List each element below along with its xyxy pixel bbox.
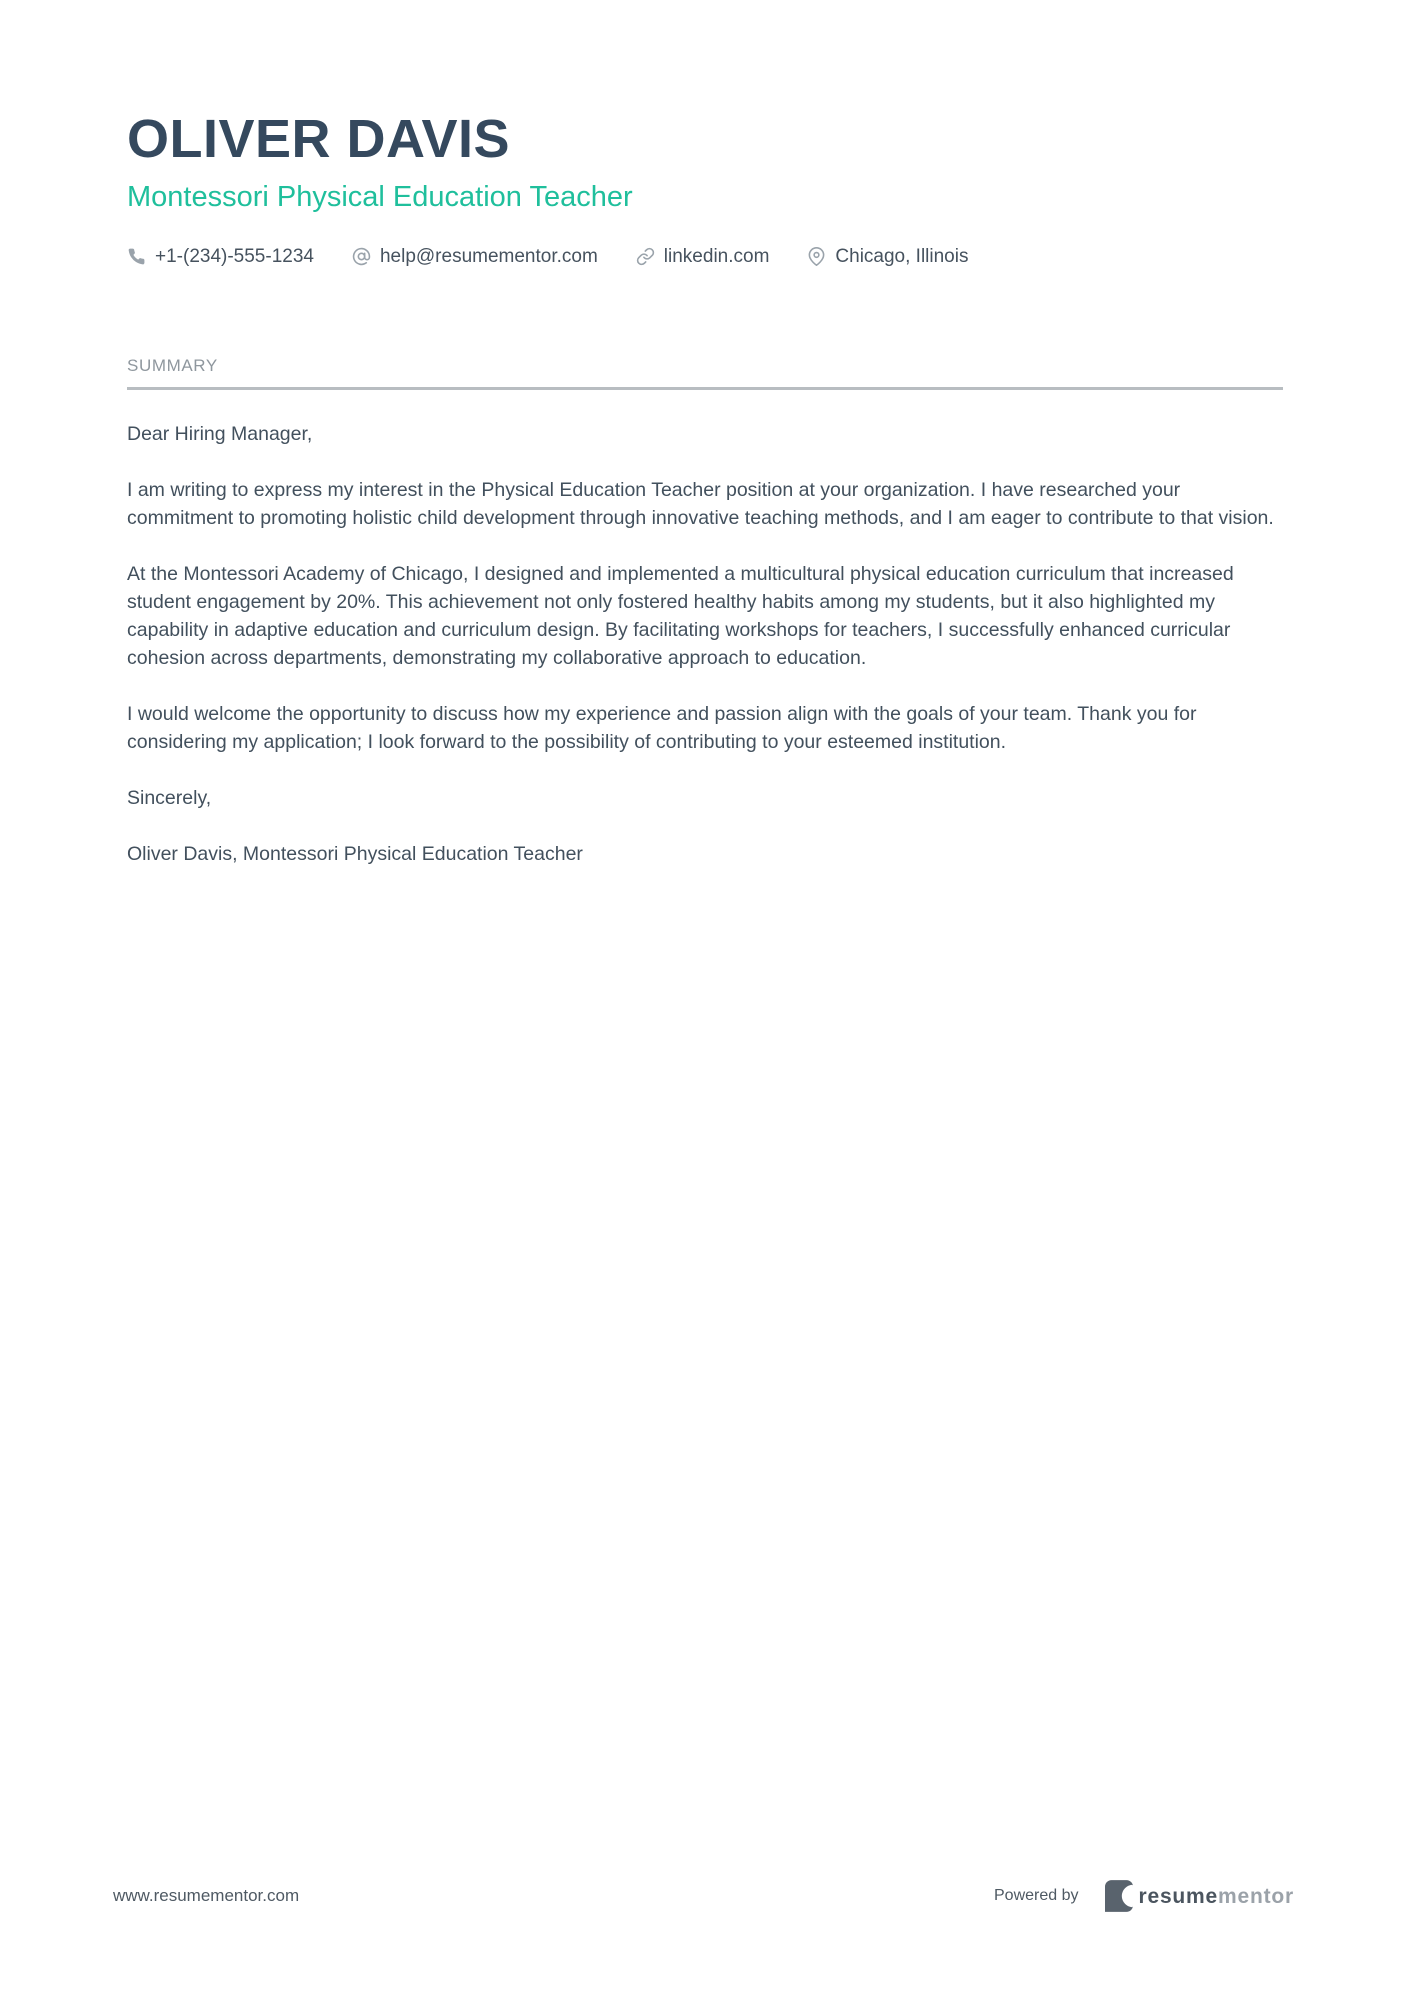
contact-location (807, 246, 968, 268)
link-icon (636, 247, 655, 266)
contact-email-text: help@resumementor.com (379, 245, 598, 267)
candidate-name: OLIVER DAVIS (127, 109, 511, 169)
letter-paragraph-3: I would welcome the opportunity to discuss how my experience and passion align with the goals of your team. Thank you for considering my application; I look forward to the possibility of contributing to your esteemed institution. (127, 702, 1197, 753)
email-at-icon (352, 247, 371, 266)
salutation: Dear Hiring Manager, (127, 422, 313, 445)
contact-linkedin-text: linkedin.com (663, 245, 770, 267)
contact-phone-text: +1-(234)-555-1234 (155, 245, 314, 267)
page-content (0, 0, 1410, 868)
location-pin-icon (807, 247, 826, 266)
closing: Sincerely, (127, 786, 212, 809)
contact-email[interactable] (352, 246, 598, 268)
footer-website-link[interactable]: www.resumementor.com (113, 1886, 300, 1905)
phone-icon (127, 247, 146, 266)
contact-linkedin[interactable] (636, 246, 770, 268)
signature: Oliver Davis, Montessori Physical Education Teacher (127, 842, 583, 865)
brand-text-resume: resume (1138, 1884, 1219, 1908)
section-divider (127, 387, 1283, 390)
letter-paragraph-2: At the Montessori Academy of Chicago, I designed and implemented a multicultural physical education curriculum that increased student engagement by 20%. This achievement not only fostered healthy habits among my students, but it also highlighted my capability in adaptive education and curriculum design. By facilitating workshops for teachers, I successfully enhanced curricular cohesion across departments, demonstrating my collaborative approach to education. (127, 562, 1234, 669)
letter-paragraph-1: I am writing to express my interest in the Physical Education Teacher position at your organization. I have researched your commitment to promoting holistic child development through innovative teaching methods, and I am eager to contribute to that vision. (127, 478, 1274, 529)
resumementor-logo-icon (1105, 1880, 1133, 1912)
header (127, 0, 1283, 268)
powered-by (994, 1880, 1294, 1912)
contact-location-text: Chicago, Illinois (835, 245, 969, 267)
contact-row (127, 246, 1283, 268)
brand-text-mentor: mentor (1218, 1884, 1294, 1908)
resumementor-logo-link[interactable] (1105, 1880, 1295, 1912)
job-title: Montessori Physical Education Teacher (127, 181, 633, 213)
summary-section (127, 356, 1283, 868)
contact-phone[interactable] (127, 246, 314, 268)
section-heading: SUMMARY (127, 355, 218, 375)
brand-text (1139, 1886, 1295, 1907)
page-footer (113, 1880, 1294, 1912)
letter-body (127, 420, 1283, 868)
powered-by-label: Powered by (994, 1887, 1079, 1904)
